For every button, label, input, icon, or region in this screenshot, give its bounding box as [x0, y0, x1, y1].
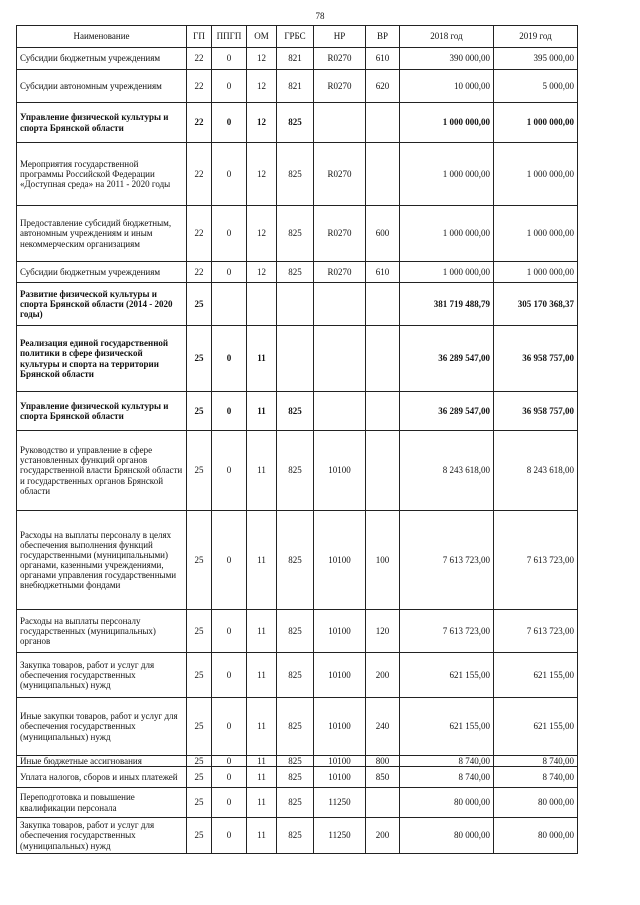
cell-om: 12 — [247, 48, 277, 70]
cell-ppgp: 0 — [212, 610, 247, 653]
cell-name: Предоставление субсидий бюджетным, автономным учреждениям и иным некоммерческим организациям — [17, 206, 187, 262]
cell-ppgp: 0 — [212, 788, 247, 818]
cell-2019: 7 613 723,00 — [494, 610, 578, 653]
cell-2018: 1 000 000,00 — [400, 262, 494, 283]
table-row — [17, 511, 578, 610]
cell-ppgp: 0 — [212, 70, 247, 103]
cell-om: 11 — [247, 818, 277, 854]
table-row — [17, 262, 578, 283]
cell-nr: 10100 — [314, 511, 366, 610]
cell-om: 11 — [247, 698, 277, 756]
cell-2018: 80 000,00 — [400, 818, 494, 854]
cell-gp: 25 — [187, 698, 212, 756]
header-2019: 2019 год — [494, 26, 578, 48]
cell-2018: 8 243 618,00 — [400, 431, 494, 511]
cell-gp: 25 — [187, 653, 212, 698]
cell-gp: 25 — [187, 610, 212, 653]
cell-nr: 11250 — [314, 818, 366, 854]
header-gp: ГП — [187, 26, 212, 48]
cell-name: Управление физической культуры и спорта Брянской области — [17, 103, 187, 143]
cell-gp: 22 — [187, 70, 212, 103]
cell-2018: 80 000,00 — [400, 788, 494, 818]
cell-om: 12 — [247, 206, 277, 262]
cell-2018: 10 000,00 — [400, 70, 494, 103]
cell-gp: 22 — [187, 143, 212, 206]
table-row — [17, 326, 578, 392]
cell-grbs: 821 — [277, 48, 314, 70]
cell-2018: 621 155,00 — [400, 698, 494, 756]
cell-name: Управление физической культуры и спорта Брянской области — [17, 392, 187, 431]
table-row — [17, 767, 578, 788]
cell-om: 11 — [247, 653, 277, 698]
table-body — [17, 48, 578, 854]
cell-nr: R0270 — [314, 48, 366, 70]
table-row — [17, 431, 578, 511]
cell-name: Переподготовка и повышение квалификации персонала — [17, 788, 187, 818]
cell-vr: 200 — [366, 818, 400, 854]
cell-name: Субсидии бюджетным учреждениям — [17, 48, 187, 70]
cell-2018: 36 289 547,00 — [400, 326, 494, 392]
cell-ppgp: 0 — [212, 206, 247, 262]
cell-name: Руководство и управление в сфере установленных функций органов государственной власти Брянской области и государственных органов Брянской области — [17, 431, 187, 511]
cell-ppgp: 0 — [212, 818, 247, 854]
cell-ppgp: 0 — [212, 698, 247, 756]
cell-gp: 25 — [187, 511, 212, 610]
cell-2019: 8 740,00 — [494, 756, 578, 767]
cell-2019: 5 000,00 — [494, 70, 578, 103]
table-row — [17, 818, 578, 854]
cell-gp: 25 — [187, 788, 212, 818]
cell-grbs: 825 — [277, 143, 314, 206]
cell-vr: 100 — [366, 511, 400, 610]
cell-gp: 22 — [187, 206, 212, 262]
cell-2019: 1 000 000,00 — [494, 143, 578, 206]
cell-vr — [366, 143, 400, 206]
cell-nr — [314, 326, 366, 392]
table-row — [17, 143, 578, 206]
table-row — [17, 610, 578, 653]
cell-ppgp: 0 — [212, 143, 247, 206]
cell-2018: 621 155,00 — [400, 653, 494, 698]
cell-gp: 25 — [187, 767, 212, 788]
cell-grbs — [277, 283, 314, 326]
cell-gp: 25 — [187, 756, 212, 767]
cell-2018: 1 000 000,00 — [400, 103, 494, 143]
budget-table — [16, 25, 578, 854]
cell-nr: 10100 — [314, 653, 366, 698]
cell-grbs: 825 — [277, 103, 314, 143]
cell-nr: 10100 — [314, 698, 366, 756]
cell-gp: 25 — [187, 283, 212, 326]
cell-vr: 610 — [366, 262, 400, 283]
cell-2018: 8 740,00 — [400, 756, 494, 767]
cell-grbs: 825 — [277, 262, 314, 283]
cell-ppgp: 0 — [212, 756, 247, 767]
cell-om: 11 — [247, 767, 277, 788]
cell-om: 11 — [247, 788, 277, 818]
cell-nr: R0270 — [314, 70, 366, 103]
cell-gp: 22 — [187, 103, 212, 143]
cell-name: Мероприятия государственной программы Российской Федерации «Доступная среда» на 2011 - 2020 годы — [17, 143, 187, 206]
cell-2018: 390 000,00 — [400, 48, 494, 70]
cell-vr — [366, 392, 400, 431]
table-row — [17, 756, 578, 767]
cell-vr: 200 — [366, 653, 400, 698]
cell-2019: 80 000,00 — [494, 788, 578, 818]
header-ppgp: ППГП — [212, 26, 247, 48]
cell-grbs: 825 — [277, 511, 314, 610]
cell-grbs: 825 — [277, 818, 314, 854]
cell-2019: 36 958 757,00 — [494, 392, 578, 431]
cell-name: Субсидии бюджетным учреждениям — [17, 262, 187, 283]
cell-om — [247, 283, 277, 326]
cell-nr — [314, 283, 366, 326]
header-name: Наименование — [17, 26, 187, 48]
cell-2019: 1 000 000,00 — [494, 103, 578, 143]
cell-vr: 800 — [366, 756, 400, 767]
cell-grbs: 825 — [277, 206, 314, 262]
cell-2019: 8 740,00 — [494, 767, 578, 788]
cell-name: Закупка товаров, работ и услуг для обеспечения государственных (муниципальных) нужд — [17, 818, 187, 854]
cell-2019: 621 155,00 — [494, 653, 578, 698]
cell-om: 12 — [247, 262, 277, 283]
cell-nr: 10100 — [314, 767, 366, 788]
cell-nr — [314, 392, 366, 431]
table-row — [17, 283, 578, 326]
cell-vr: 850 — [366, 767, 400, 788]
cell-ppgp: 0 — [212, 103, 247, 143]
cell-name: Развитие физической культуры и спорта Брянской области (2014 - 2020 годы) — [17, 283, 187, 326]
cell-2019: 80 000,00 — [494, 818, 578, 854]
header-vr: ВР — [366, 26, 400, 48]
cell-vr: 610 — [366, 48, 400, 70]
cell-om: 11 — [247, 431, 277, 511]
table-row — [17, 698, 578, 756]
table-header-row — [17, 26, 578, 48]
cell-vr: 600 — [366, 206, 400, 262]
header-nr: НР — [314, 26, 366, 48]
cell-ppgp: 0 — [212, 767, 247, 788]
cell-vr — [366, 283, 400, 326]
cell-ppgp — [212, 283, 247, 326]
cell-vr — [366, 431, 400, 511]
cell-nr: 11250 — [314, 788, 366, 818]
cell-grbs: 825 — [277, 756, 314, 767]
cell-gp: 25 — [187, 818, 212, 854]
cell-2019: 1 000 000,00 — [494, 206, 578, 262]
table-row — [17, 103, 578, 143]
header-grbs: ГРБС — [277, 26, 314, 48]
cell-grbs: 825 — [277, 392, 314, 431]
cell-gp: 25 — [187, 326, 212, 392]
cell-name: Реализация единой государственной политики в сфере физической культуры и спорта на территории Брянской области — [17, 326, 187, 392]
cell-2018: 8 740,00 — [400, 767, 494, 788]
header-om: ОМ — [247, 26, 277, 48]
cell-2019: 305 170 368,37 — [494, 283, 578, 326]
cell-name: Уплата налогов, сборов и иных платежей — [17, 767, 187, 788]
cell-2018: 7 613 723,00 — [400, 610, 494, 653]
cell-2019: 7 613 723,00 — [494, 511, 578, 610]
cell-2018: 1 000 000,00 — [400, 206, 494, 262]
cell-nr: 10100 — [314, 756, 366, 767]
cell-name: Расходы на выплаты персоналу государственных (муниципальных) органов — [17, 610, 187, 653]
table-row — [17, 48, 578, 70]
cell-2018: 36 289 547,00 — [400, 392, 494, 431]
cell-nr: 10100 — [314, 610, 366, 653]
cell-vr — [366, 103, 400, 143]
cell-ppgp: 0 — [212, 653, 247, 698]
cell-2018: 381 719 488,79 — [400, 283, 494, 326]
cell-vr — [366, 326, 400, 392]
cell-nr: R0270 — [314, 262, 366, 283]
cell-om: 11 — [247, 326, 277, 392]
page-number: 78 — [315, 11, 325, 21]
cell-grbs: 825 — [277, 788, 314, 818]
cell-ppgp: 0 — [212, 392, 247, 431]
cell-grbs: 821 — [277, 70, 314, 103]
cell-om: 12 — [247, 143, 277, 206]
cell-2019: 1 000 000,00 — [494, 262, 578, 283]
cell-ppgp: 0 — [212, 48, 247, 70]
cell-om: 11 — [247, 392, 277, 431]
cell-grbs: 825 — [277, 610, 314, 653]
cell-2019: 621 155,00 — [494, 698, 578, 756]
cell-gp: 22 — [187, 262, 212, 283]
cell-2019: 395 000,00 — [494, 48, 578, 70]
cell-gp: 22 — [187, 48, 212, 70]
cell-2018: 7 613 723,00 — [400, 511, 494, 610]
cell-grbs: 825 — [277, 767, 314, 788]
cell-ppgp: 0 — [212, 262, 247, 283]
cell-name: Закупка товаров, работ и услуг для обеспечения государственных (муниципальных) нужд — [17, 653, 187, 698]
table-row — [17, 788, 578, 818]
cell-2019: 36 958 757,00 — [494, 326, 578, 392]
cell-name: Иные бюджетные ассигнования — [17, 756, 187, 767]
cell-om: 12 — [247, 103, 277, 143]
cell-grbs: 825 — [277, 698, 314, 756]
cell-vr — [366, 788, 400, 818]
cell-grbs: 825 — [277, 431, 314, 511]
cell-grbs: 825 — [277, 653, 314, 698]
cell-nr: R0270 — [314, 143, 366, 206]
cell-om: 11 — [247, 610, 277, 653]
table-row — [17, 206, 578, 262]
cell-name: Иные закупки товаров, работ и услуг для обеспечения государственных (муниципальных) нужд — [17, 698, 187, 756]
cell-vr: 620 — [366, 70, 400, 103]
table-row — [17, 653, 578, 698]
cell-om: 12 — [247, 70, 277, 103]
header-2018: 2018 год — [400, 26, 494, 48]
cell-nr — [314, 103, 366, 143]
cell-om: 11 — [247, 756, 277, 767]
table-row — [17, 70, 578, 103]
cell-2018: 1 000 000,00 — [400, 143, 494, 206]
cell-vr: 240 — [366, 698, 400, 756]
cell-vr: 120 — [366, 610, 400, 653]
cell-nr: 10100 — [314, 431, 366, 511]
cell-ppgp: 0 — [212, 431, 247, 511]
cell-2019: 8 243 618,00 — [494, 431, 578, 511]
cell-gp: 25 — [187, 392, 212, 431]
cell-name: Субсидии автономным учреждениям — [17, 70, 187, 103]
cell-nr: R0270 — [314, 206, 366, 262]
cell-gp: 25 — [187, 431, 212, 511]
cell-ppgp: 0 — [212, 326, 247, 392]
cell-grbs — [277, 326, 314, 392]
table-row — [17, 392, 578, 431]
cell-name: Расходы на выплаты персоналу в целях обеспечения выполнения функций государственными (муниципальными) органами, казенными учреждениями, органами управления государственными внебюджетными фондами — [17, 511, 187, 610]
cell-om: 11 — [247, 511, 277, 610]
cell-ppgp: 0 — [212, 511, 247, 610]
